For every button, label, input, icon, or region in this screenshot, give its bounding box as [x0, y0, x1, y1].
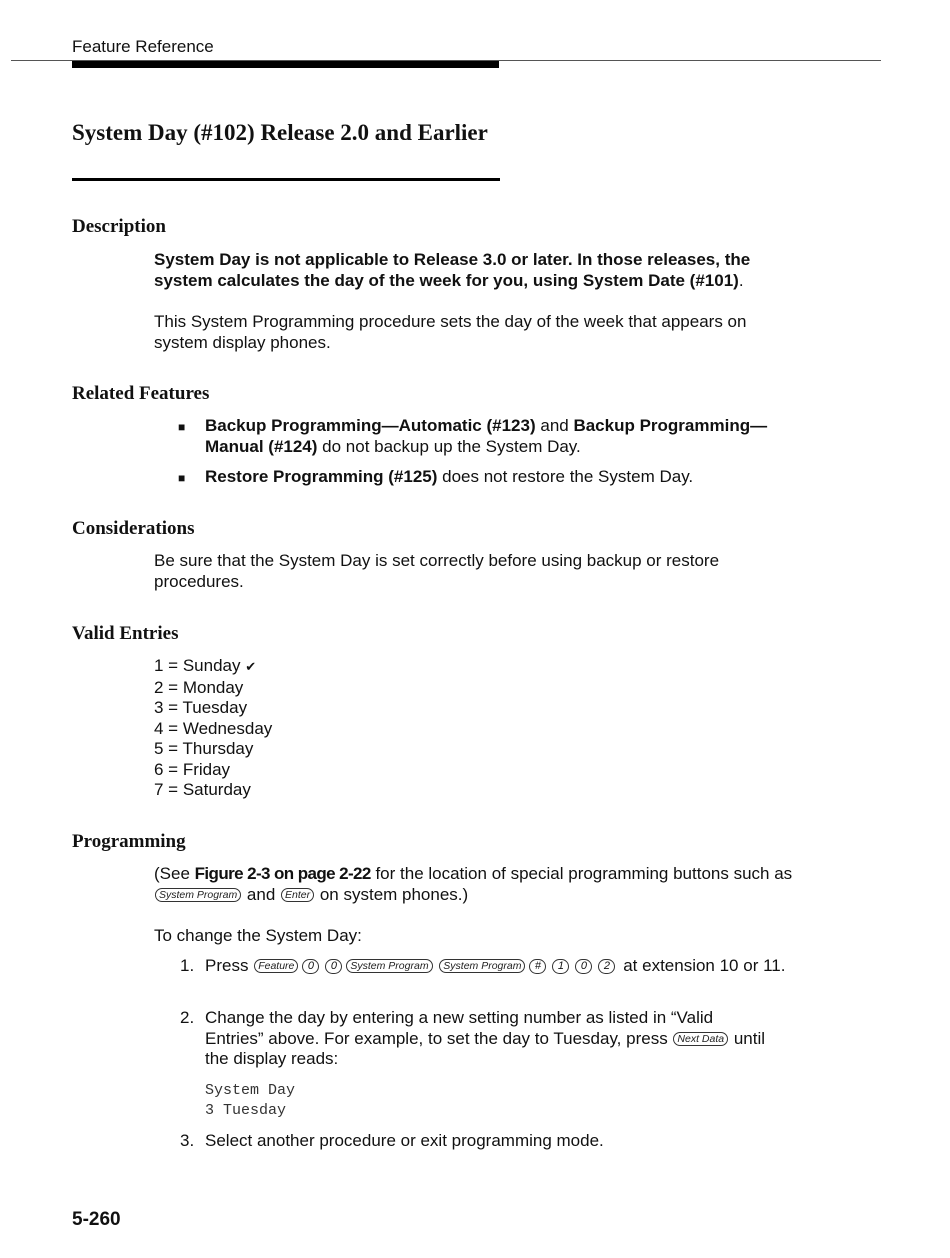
list-item: 5 = Thursday [154, 739, 254, 758]
hash-key: # [529, 959, 546, 974]
see-text: (See [154, 864, 195, 883]
related-item-text: does not restore the System Day. [437, 467, 694, 486]
list-item: 2 = Monday [154, 677, 244, 697]
step-text: Change the day by entering a new setting number as listed in “Valid Entries” above. For example, to set the day to Tuesday, press [205, 1008, 714, 1048]
list-item-text: 1 = Sunday [154, 656, 241, 675]
system-program-key: System Program [439, 959, 525, 973]
see-text: and [242, 884, 280, 904]
digit-1-key: 1 [552, 959, 569, 974]
display-line: 3 Tuesday [205, 1102, 287, 1119]
figure-reference: Figure 2-3 on page 2-22 [194, 864, 371, 883]
next-data-key: Next Data [673, 1032, 728, 1046]
related-item-ref: Backup Programming—Automatic (#123) [205, 416, 536, 435]
enter-key: Enter [281, 888, 314, 902]
description-body: This System Programming procedure sets the day of the week that appears on system display phones. [154, 312, 747, 352]
description-note-end: . [738, 270, 744, 290]
header-thick-rule [72, 61, 499, 68]
step-text: Select another procedure or exit programming mode. [205, 1131, 604, 1150]
running-header: Feature Reference [72, 37, 214, 56]
step-text: until the display reads: [205, 1028, 766, 1068]
related-item-text: do not backup up the System Day. [317, 436, 581, 456]
page-title: System Day (#102) Release 2.0 and Earlier [72, 120, 488, 145]
page-number: 5-260 [72, 1209, 121, 1230]
related-item-text: and [535, 416, 574, 435]
valid-entries-list [154, 656, 794, 801]
heading-programming: Programming [72, 831, 186, 852]
default-check-icon: ✔ [245, 659, 257, 674]
related-item [178, 467, 798, 489]
step-text: Press [205, 956, 254, 975]
step-text: at extension 10 or 11. [618, 956, 786, 975]
see-text: for the location of special programming buttons such as [370, 864, 793, 883]
list-item: 7 = Saturday [154, 780, 251, 799]
list-item: 6 = Friday [154, 759, 231, 779]
bullet-icon: ■ [178, 471, 186, 485]
considerations-body: Be sure that the System Day is set correctly before using backup or restore procedures. [154, 551, 720, 591]
list-item: 4 = Wednesday [154, 718, 273, 738]
see-text: on system phones.) [315, 884, 469, 904]
digit-0-key: 0 [325, 959, 342, 974]
heading-considerations: Considerations [72, 518, 195, 539]
display-readout [205, 1081, 295, 1121]
step-number: 2. [180, 1008, 195, 1027]
programming-intro: To change the System Day: [154, 926, 362, 945]
feature-key: Feature [254, 959, 298, 973]
programming-see-note [154, 864, 794, 905]
description-note-bold: System Day is not applicable to Release 3.0 or later. In those releases, the system calculates the day of the week for you, using System Date (#101) [154, 250, 751, 290]
heading-description: Description [72, 216, 166, 237]
digit-0-key: 0 [575, 959, 592, 974]
step-number: 1. [180, 956, 195, 975]
step-2 [180, 1008, 800, 1070]
step-1 [180, 956, 800, 977]
related-item-ref: Restore Programming (#125) [205, 467, 438, 486]
step-number: 3. [180, 1131, 195, 1150]
system-program-key: System Program [346, 959, 432, 973]
description-note [154, 250, 794, 291]
heading-related-features: Related Features [72, 383, 210, 404]
digit-2-key: 2 [598, 959, 615, 974]
system-program-key: System Program [155, 888, 241, 902]
list-item [154, 656, 794, 678]
list-item: 3 = Tuesday [154, 698, 248, 717]
related-item-ref: Backup Programming—Manual (#124) [205, 416, 768, 456]
step-3 [180, 1131, 800, 1152]
bullet-icon: ■ [178, 420, 186, 434]
display-line: System Day [205, 1082, 296, 1099]
digit-0-key: 0 [302, 959, 319, 974]
heading-valid-entries: Valid Entries [72, 623, 179, 644]
related-item [178, 416, 798, 457]
title-rule [72, 178, 500, 181]
